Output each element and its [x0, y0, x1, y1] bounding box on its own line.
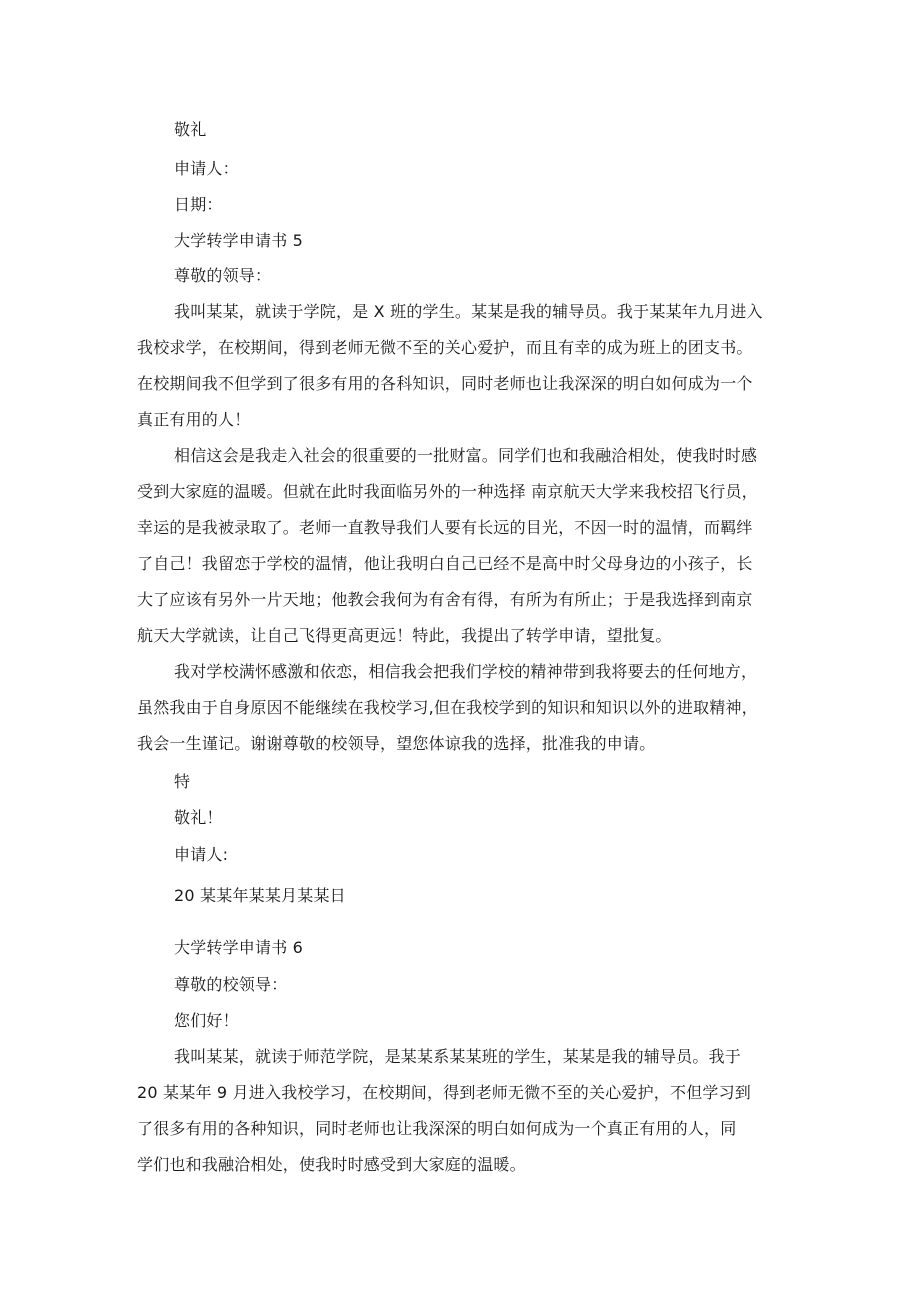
closing-text: 敬礼！ [174, 808, 223, 827]
salutation: 尊敬的领导： [174, 266, 272, 285]
paragraph-line: 我校求学，在校期间，得到老师无微不至的关心爱护，而且有幸的成为班上的团支书。 [137, 338, 753, 357]
paragraph-line: 航天大学就读，让自己飞得更高更远！特此，我提出了转学申请，望批复。 [137, 626, 672, 645]
paragraph-line: 我叫某某，就读于师范学院，是某某系某某班的学生，某某是我的辅导员。我于 [174, 1047, 742, 1066]
paragraph-line: 我对学校满怀感激和依恋，相信我会把我们学校的精神带到我将要去的任何地方， [174, 662, 758, 681]
section-title: 大学转学申请书 5 [174, 231, 304, 250]
paragraph-line: 真正有用的人！ [137, 410, 251, 429]
paragraph-line: 在校期间我不但学到了很多有用的各科知识，同时老师也让我深深的明白如何成为一个 [137, 374, 753, 393]
paragraph-line: 学们也和我融洽相处，使我时时感受到大家庭的温暖。 [137, 1155, 526, 1174]
paragraph-line: 我会一生谨记。谢谢尊敬的校领导，望您体谅我的选择，批准我的申请。 [137, 734, 656, 753]
date-text: 20 某某年某某月某某日 [174, 886, 346, 905]
paragraph-line: 大了应该有另外一片天地；他教会我何为有舍有得，有所为有所止；于是我选择到南京 [137, 590, 753, 609]
paragraph-line: 幸运的是我被录取了。老师一直教导我们人要有长远的目光，不因一时的温情，而羁绊 [137, 518, 753, 537]
paragraph-line: 了很多有用的各种知识，同时老师也让我深深的明白如何成为一个真正有用的人，同 [137, 1119, 737, 1138]
paragraph-line: 我叫某某，就读于学院，是 X 班的学生。某某是我的辅导员。我于某某年九月进入 [174, 302, 763, 321]
paragraph-line: 相信这会是我走入社会的很重要的一批财富。同学们也和我融洽相处，使我时时感 [174, 446, 758, 465]
date-label: 日期： [174, 195, 223, 214]
paragraph-line: 了自己！我留恋于学校的温情，他让我明白自己已经不是高中时父母身边的小孩子，长 [137, 554, 753, 573]
paragraph-line: 虽然我由于自身原因不能继续在我校学习,但在我校学到的知识和知识以外的进取精神， [137, 698, 758, 717]
paragraph-line: 20 某某年 9 月进入我校学习，在校期间，得到老师无微不至的关心爱护，不但学习到 [137, 1083, 751, 1102]
closing-text: 敬礼 [174, 120, 207, 139]
salutation: 尊敬的校领导： [174, 975, 288, 994]
te-text: 特 [174, 772, 191, 791]
applicant-label: 申请人: [174, 845, 229, 864]
section-title: 大学转学申请书 6 [174, 938, 304, 957]
greeting: 您们好！ [174, 1011, 239, 1030]
paragraph-line: 受到大家庭的温暖。但就在此时我面临另外的一种选择 南京航天大学来我校招飞行员， [137, 482, 758, 501]
applicant-label: 申请人： [174, 159, 239, 178]
